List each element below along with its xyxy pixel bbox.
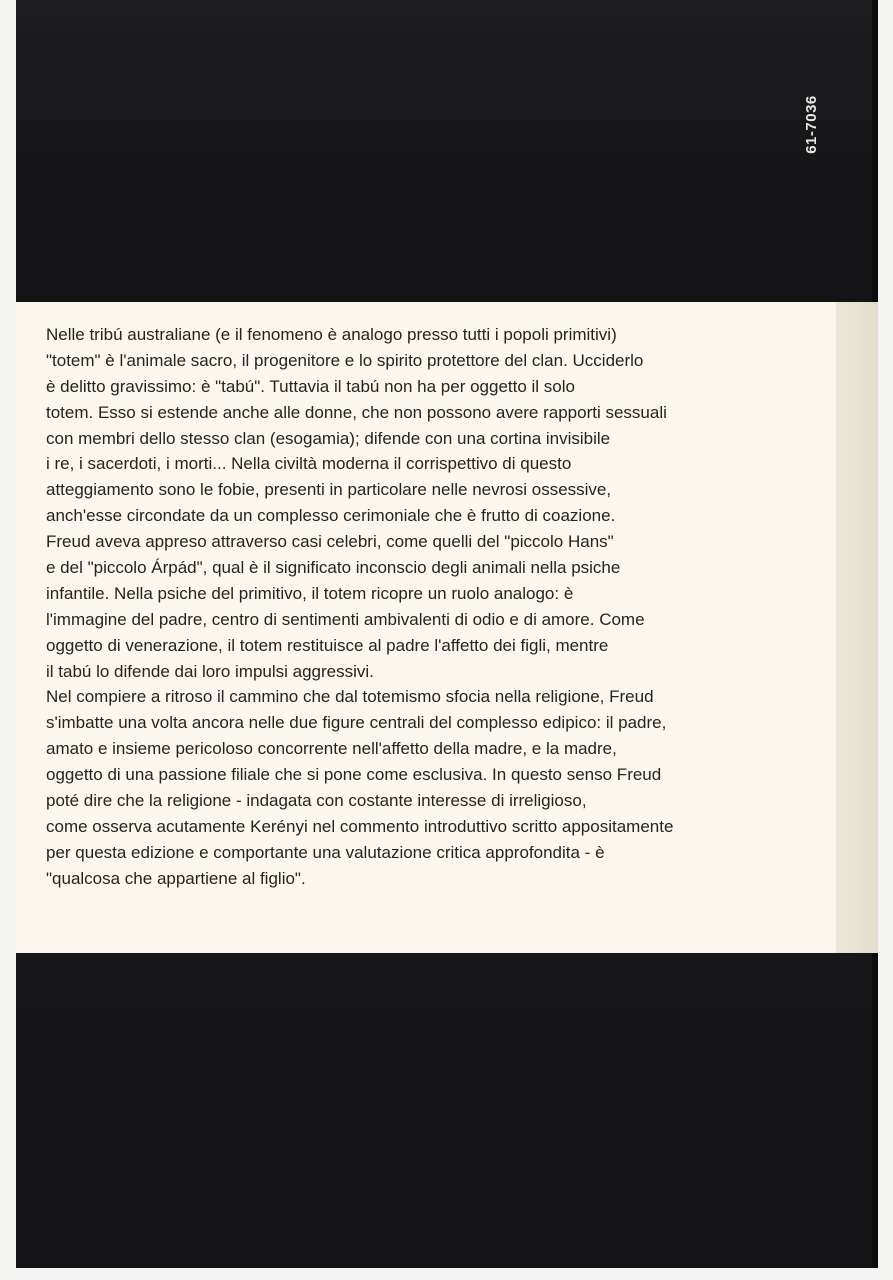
cover-bottom-panel bbox=[16, 953, 878, 1268]
catalog-code-text: 61-7036 bbox=[802, 94, 820, 154]
blurb-line: "qualcosa che appartiene al figlio". bbox=[46, 868, 306, 888]
blurb-line: atteggiamento sono le fobie, presenti in particolare nelle nevrosi ossessive, bbox=[46, 480, 612, 500]
blurb-line: oggetto di venerazione, il totem restituisce al padre l'affetto dei figli, mentre bbox=[46, 635, 609, 655]
blurb-line: il tabú lo difende dai loro impulsi aggressivi. bbox=[46, 661, 374, 681]
blurb-line: l'immagine del padre, centro di sentimenti ambivalenti di odio e di amore. Come bbox=[46, 609, 645, 629]
scan-bottom-margin bbox=[0, 1268, 893, 1280]
blurb-line: "totem" è l'animale sacro, il progenitore e lo spirito protettore del clan. Ucciderlo bbox=[46, 350, 644, 370]
blurb-line: amato e insieme pericoloso concorrente nell'affetto della madre, e la madre, bbox=[46, 739, 617, 759]
cover-top-panel bbox=[16, 0, 878, 302]
blurb-line: i re, i sacerdoti, i morti... Nella civiltà moderna il corrispettivo di questo bbox=[46, 454, 572, 474]
blurb-line: s'imbatte una volta ancora nelle due figure centrali del complesso edipico: il padre, bbox=[46, 713, 667, 733]
blurb-line: poté dire che la religione - indagata con costante interesse di irreligioso, bbox=[46, 791, 587, 811]
blurb-band-fold bbox=[836, 302, 878, 953]
blurb-line: Nelle tribú australiane (e il fenomeno è analogo presso tutti i popoli primitivi) bbox=[46, 325, 617, 344]
blurb-line: Freud aveva appreso attraverso casi celebri, come quelli del "piccolo Hans" bbox=[46, 532, 614, 552]
blurb-line: come osserva acutamente Kerényi nel commento introduttivo scritto appositamente bbox=[46, 816, 674, 836]
blurb-line: totem. Esso si estende anche alle donne, che non possono avere rapporti sessuali bbox=[46, 402, 667, 422]
blurb-line: infantile. Nella psiche del primitivo, il totem ricopre un ruolo analogo: è bbox=[46, 583, 574, 603]
blurb-line: per questa edizione e comportante una valutazione critica approfondita - è bbox=[46, 842, 605, 862]
blurb-line: Nel compiere a ritroso il cammino che dal totemismo sfocia nella religione, Freud bbox=[46, 687, 654, 707]
blurb-line: è delitto gravissimo: è "tabú". Tuttavia il tabú non ha per oggetto il solo bbox=[46, 376, 575, 396]
blurb-line: anch'esse circondate da un complesso cerimoniale che è frutto di coazione. bbox=[46, 506, 616, 526]
blurb-line: oggetto di una passione filiale che si pone come esclusiva. In questo senso Freud bbox=[46, 765, 662, 785]
blurb-line: con membri dello stesso clan (esogamia); difende con una cortina invisibile bbox=[46, 428, 611, 448]
blurb-band bbox=[16, 302, 836, 953]
blurb-line: e del "piccolo Árpád", qual è il significato inconscio degli animali nella psiche bbox=[46, 558, 621, 578]
blurb-text bbox=[46, 322, 826, 892]
catalog-code bbox=[788, 78, 834, 170]
